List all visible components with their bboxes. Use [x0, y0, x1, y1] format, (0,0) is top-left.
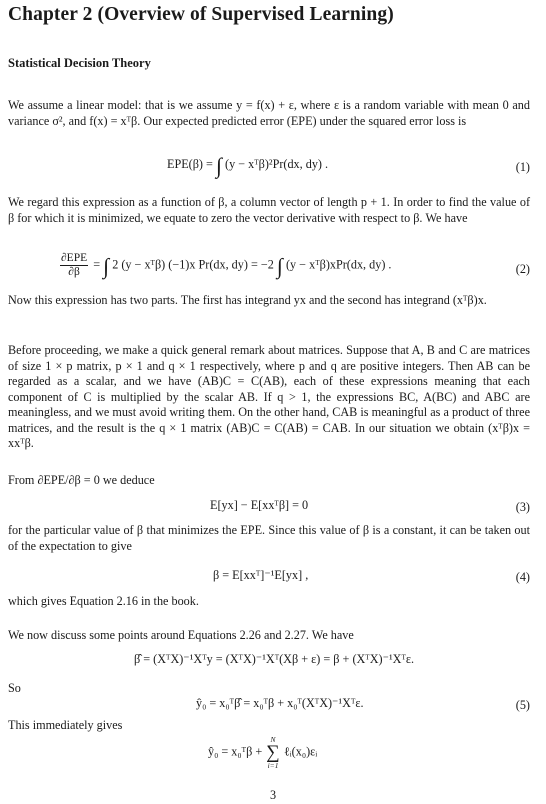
paragraph-3: Now this expression has two parts. The first has integrand yx and the second has integrand (xᵀβ)x. [8, 293, 487, 307]
equation-6 [208, 735, 317, 770]
equation-6-rhs: ℓᵢ(x₀)εᵢ [283, 744, 318, 759]
integral-sign: ∫ [215, 153, 222, 178]
equation-5: ŷ₀ = x₀ᵀβ̂ = x₀ᵀβ + x₀ᵀ(XᵀX)⁻¹Xᵀε. [196, 696, 364, 710]
integral-sign: ∫ [276, 253, 283, 279]
section-title: Statistical Decision Theory [8, 56, 151, 70]
fraction-numerator: ∂EPE [61, 252, 88, 264]
equation-1 [167, 153, 329, 178]
fraction-denominator: ∂β [68, 266, 80, 278]
equation-5-number: (5) [515, 698, 530, 712]
equation-2 [60, 252, 391, 279]
paragraph-2: We regard this expression as a function of β, a column vector of length p + 1. In order to find the value of β for which it is minimized, we equate to zero the vector derivative with respect to β. We have [8, 195, 530, 225]
page-number: 3 [269, 788, 277, 802]
paragraph-5: From ∂EPE/∂β = 0 we deduce [8, 473, 155, 487]
equation-2-number: (2) [515, 262, 530, 276]
paragraph-10: This immediately gives [8, 718, 123, 732]
summation-lower-limit: i=1 [267, 761, 279, 770]
derivative-fraction [60, 252, 88, 279]
chapter-title: Chapter 2 (Overview of Supervised Learning) [8, 4, 394, 25]
equation-beta-hat: β̂ = (XᵀX)⁻¹Xᵀy = (XᵀX)⁻¹Xᵀ(Xβ + ε) = β + (XᵀX)⁻¹Xᵀε. [134, 652, 415, 666]
paragraph-6: for the particular value of β that minimizes the EPE. Since this value of β is a constant, it can be taken out of the expectation to give [8, 523, 530, 553]
equals-sign: = [93, 257, 101, 272]
paragraph-7: which gives Equation 2.16 in the book. [8, 594, 199, 608]
equation-4-number: (4) [515, 570, 530, 584]
equation-6-lhs: ŷ₀ = x₀ᵀβ + [208, 744, 263, 759]
equation-1-rhs: (y − xᵀβ)²Pr(dx, dy) . [225, 157, 329, 171]
equation-2-part-2: (y − xᵀβ)xPr(dx, dy) . [285, 257, 392, 272]
equation-1-number: (1) [515, 160, 530, 174]
paragraph-4: Before proceeding, we make a quick general remark about matrices. Suppose that A, B and C are matrices of size 1 × p matrix, p × 1 and q × 1 respectively, where p and q are positive integers. Then AB can be regarded as a scalar, and we have (AB)C = C(AB), each of these expressions meaning that each component of C is multiplied by the scalar AB. If q > 1, the expressions BC, A(BC) and ABC are meaningless, and we must avoid writing them. On the other hand, CAB is meaningful as a product of three matrices, and the result is the q × 1 matrix (AB)C = C(AB) = CAB. In our situation we obtain (xᵀβ)x = xxᵀβ. [8, 343, 530, 450]
summation [266, 735, 280, 770]
equation-3-number: (3) [515, 500, 530, 514]
integral-sign: ∫ [103, 253, 110, 279]
equation-1-lhs: EPE(β) = [167, 157, 213, 171]
summation-sign: ∑ [266, 742, 280, 763]
paragraph-8: We now discuss some points around Equations 2.26 and 2.27. We have [8, 628, 354, 642]
summation-upper-limit: N [270, 735, 276, 744]
equation-2-part-1: 2 (y − xᵀβ) (−1)x Pr(dx, dy) = −2 [112, 257, 274, 272]
paragraph-1: We assume a linear model: that is we assume y = f(x) + ε, where ε is a random variable with mean 0 and variance σ², and f(x) = xᵀβ. Our expected predicted error (EPE) under the squared error loss is [8, 98, 530, 128]
equation-3: E[yx] − E[xxᵀβ] = 0 [210, 498, 309, 512]
paragraph-9: So [8, 681, 21, 695]
equation-4: β = E[xxᵀ]⁻¹E[yx] , [213, 568, 309, 582]
